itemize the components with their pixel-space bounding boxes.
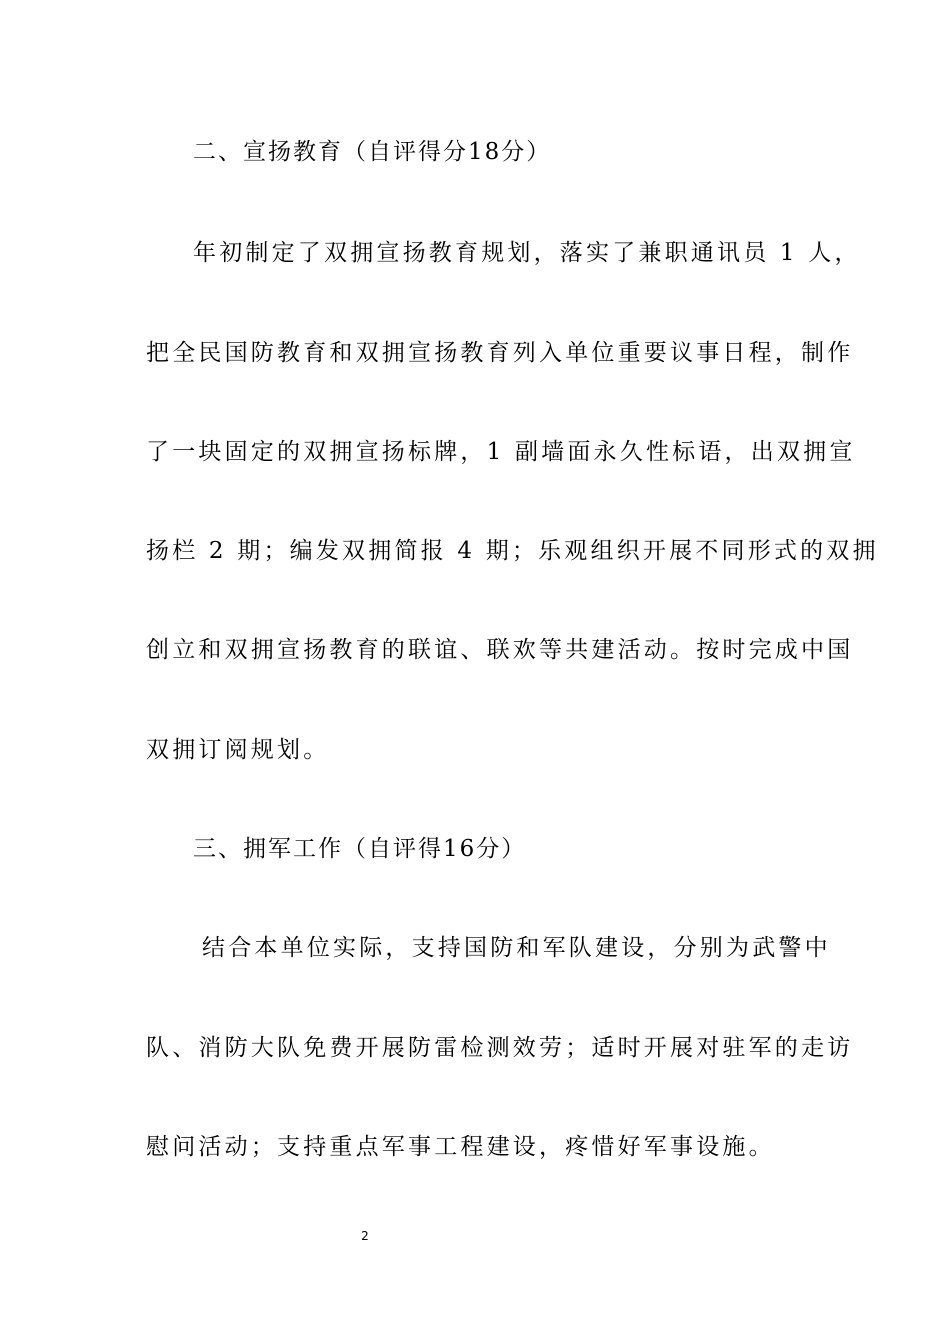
paragraph-line: 了一块固定的双拥宣扬标牌，1 副墙面永久性标语，出双拥宣 [146,439,856,465]
paragraph-line: 年初制定了双拥宣扬教育规划，落实了兼职通讯员 1 人， [193,240,861,266]
paragraph-line: 双拥订阅规划。 [146,737,330,763]
section-heading-2: 二、宣扬教育（自评得分18分） [193,139,552,165]
section-heading-3: 三、拥军工作（自评得16分） [193,836,527,862]
paragraph-line: 队、消防大队免费开展防雷检测效劳；适时开展对驻军的走访 [146,1035,854,1061]
paragraph-line: 慰问活动；支持重点军事工程建设，疼惜好军事设施。 [146,1134,775,1160]
paragraph-line: 扬栏 2 期；编发双拥简报 4 期；乐观组织开展不同形式的双拥 [146,538,879,564]
page-number: 2 [361,1229,369,1243]
paragraph-line: 结合本单位实际，支持国防和军队建设，分别为武警中 [202,935,831,961]
paragraph-line: 创立和双拥宣扬教育的联谊、联欢等共建活动。按时完成中国 [146,637,854,663]
paragraph-line: 把全民国防教育和双拥宣扬教育列入单位重要议事日程，制作 [146,340,854,366]
